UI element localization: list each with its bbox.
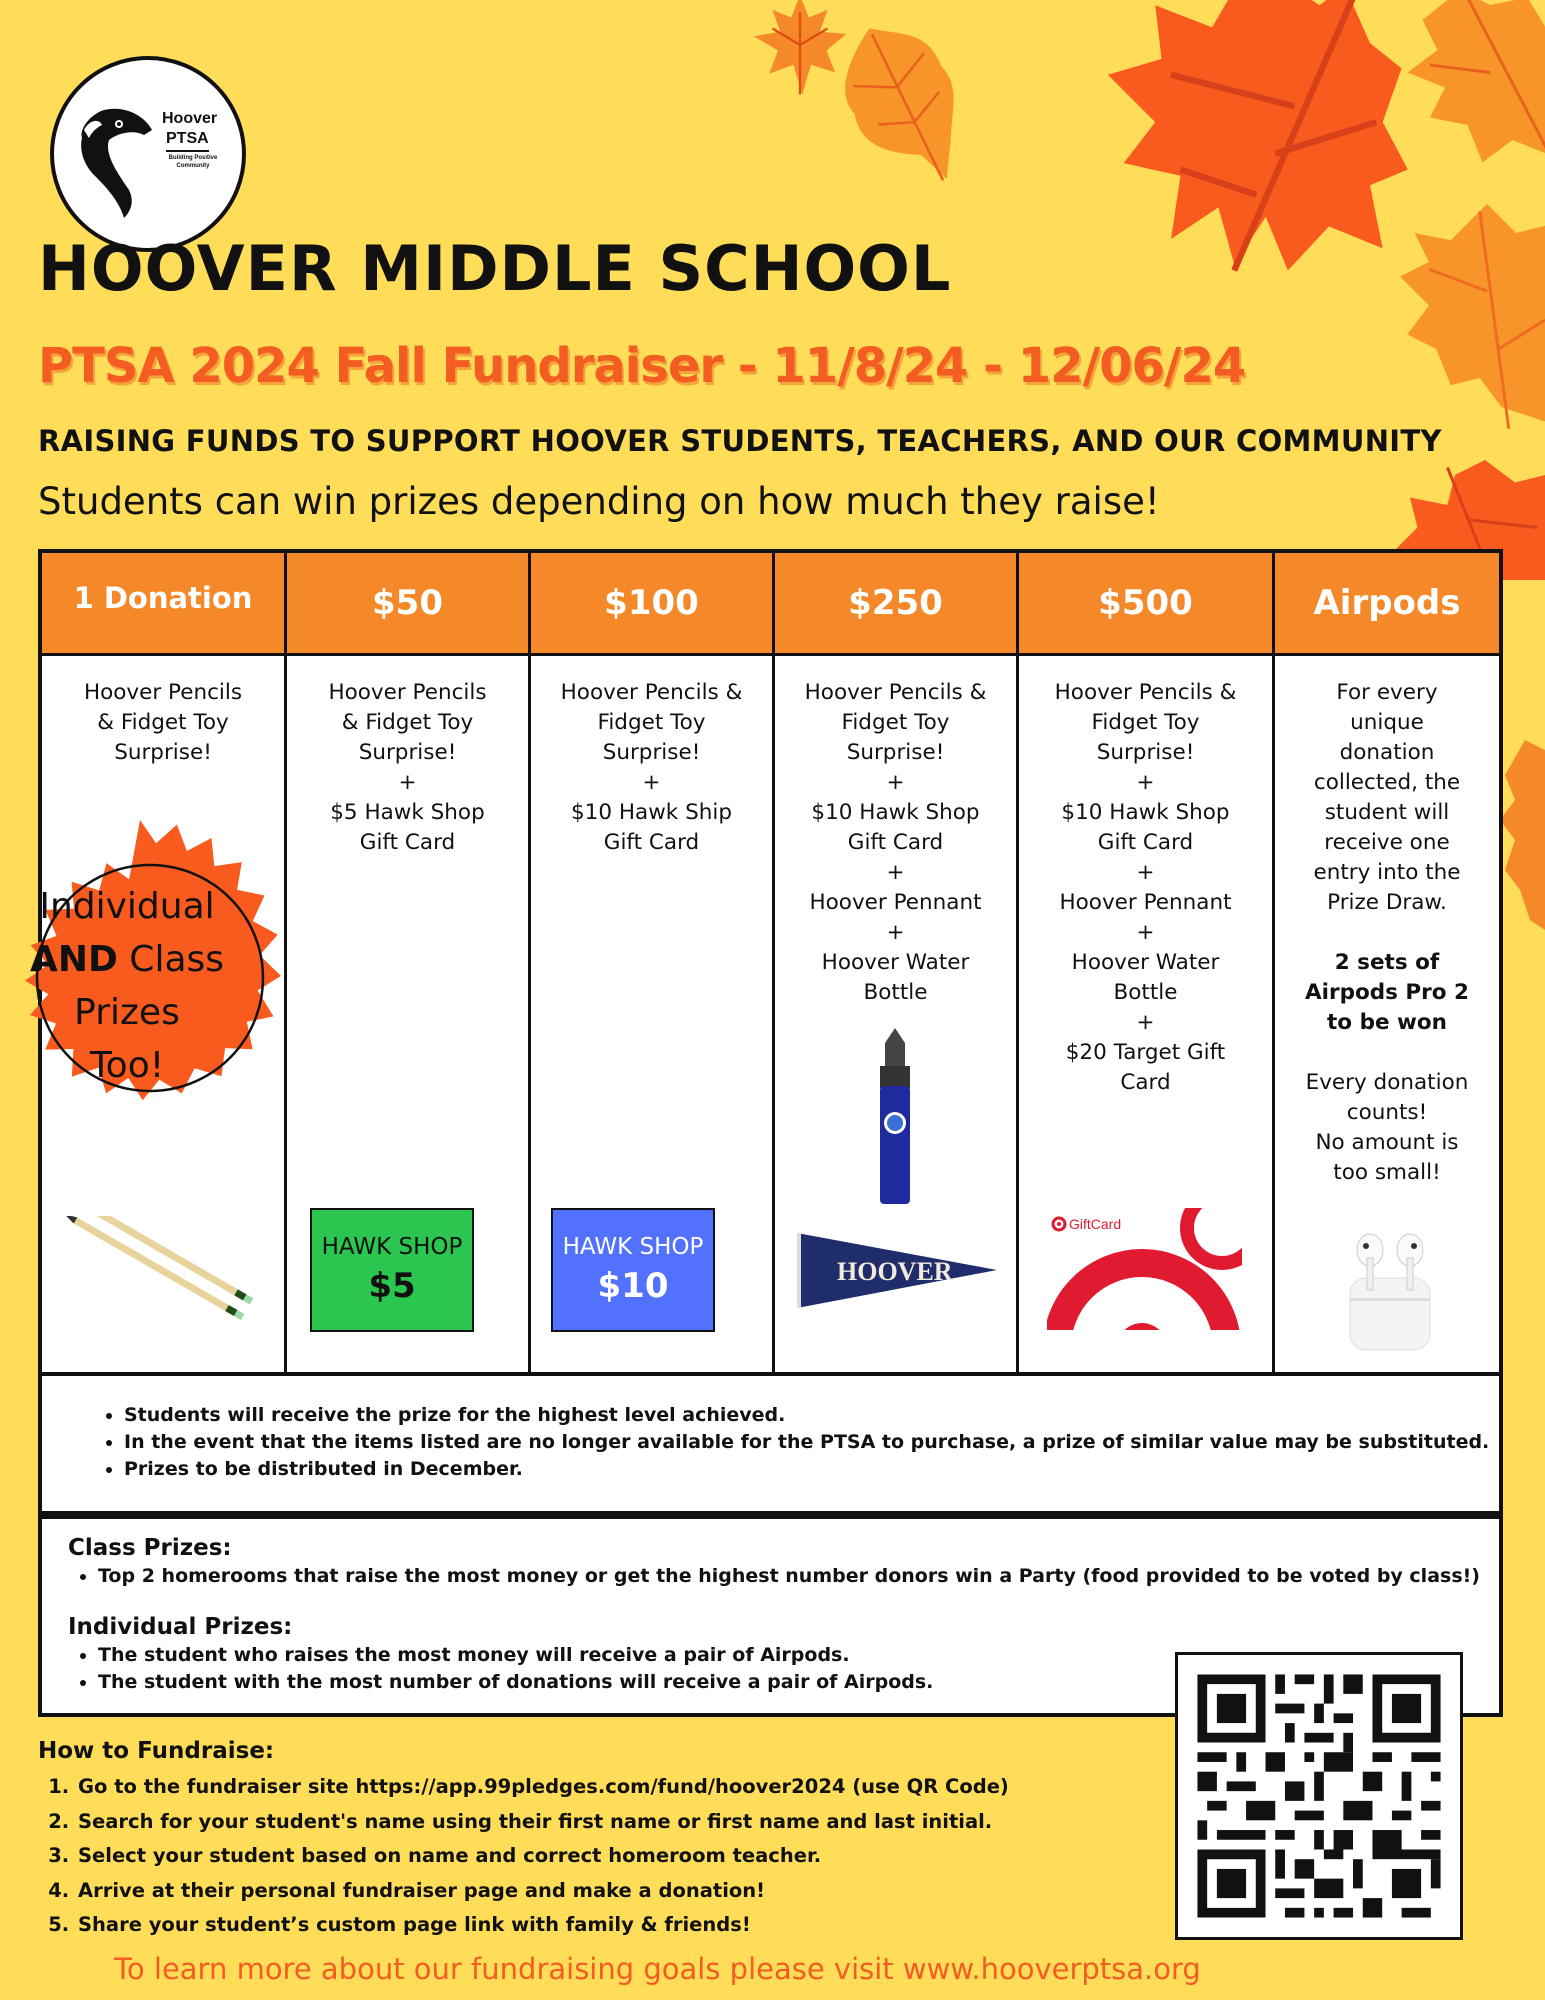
tier-line: Surprise! bbox=[358, 740, 457, 765]
tier-line: & Fidget Toy bbox=[97, 710, 229, 735]
eagle-head-icon bbox=[74, 100, 164, 220]
tier-line: Hoover Water bbox=[821, 950, 970, 975]
logo-tagline: Building Positive Community bbox=[168, 155, 218, 169]
tier-column-airpods bbox=[1275, 553, 1499, 1372]
badge-line: Too! bbox=[89, 1045, 165, 1086]
tier-line: & Fidget Toy bbox=[341, 710, 474, 735]
individual-prizes-heading: Individual Prizes: bbox=[68, 1614, 293, 1640]
how-to-step: 2. Search for your student's name using their first name or first name and last initial. bbox=[76, 1805, 1158, 1840]
qr-code-icon bbox=[1178, 1655, 1460, 1937]
tier-line: + bbox=[398, 770, 417, 795]
pennant-icon bbox=[797, 1233, 997, 1308]
tier-line: Hoover Pencils & bbox=[1054, 680, 1237, 705]
badge-line: Individual bbox=[39, 886, 215, 927]
tier-line: Surprise! bbox=[114, 740, 212, 765]
tier-line: + bbox=[886, 860, 905, 885]
tier-line: Hoover Pencils & bbox=[560, 680, 743, 705]
tier-header: $50 bbox=[287, 553, 528, 656]
tier-header: 1 Donation bbox=[42, 553, 284, 656]
how-to-step: 5. Share your student’s custom page link with family & friends! bbox=[76, 1908, 1158, 1943]
badge-line bbox=[0, 933, 254, 986]
tier-column-50 bbox=[287, 553, 531, 1372]
hawk-shop-5-card bbox=[310, 1208, 474, 1332]
tier-line: + bbox=[886, 770, 905, 795]
airpods-icon bbox=[1340, 1228, 1440, 1353]
tier-line: Gift Card bbox=[359, 830, 456, 855]
tier-line: Hoover Pencils bbox=[328, 680, 487, 705]
prize-notes bbox=[38, 1376, 1503, 1515]
tier-line: + bbox=[1136, 920, 1155, 945]
tier-line: + bbox=[642, 770, 661, 795]
tier-line: receive one bbox=[1324, 830, 1450, 855]
tier-line: Hoover Pennant bbox=[809, 890, 982, 915]
ptsa-logo bbox=[50, 56, 246, 252]
footer-link-text bbox=[0, 1952, 1545, 1986]
tier-line: For every bbox=[1336, 680, 1438, 705]
tier-line: $10 Hawk Shop bbox=[1061, 800, 1230, 825]
individual-prize-item: • The student who raises the most money will receive a pair of Airpods. bbox=[98, 1642, 1499, 1669]
tier-line: $10 Hawk Shop bbox=[811, 800, 980, 825]
tier-line: student will bbox=[1324, 800, 1450, 825]
tier-line: Fidget Toy bbox=[597, 710, 706, 735]
tier-line: + bbox=[886, 920, 905, 945]
maple-leaf-decoration-icon bbox=[1500, 740, 1545, 940]
logo-name: Hoover bbox=[162, 110, 218, 127]
tier-line: Every donation bbox=[1305, 1070, 1469, 1095]
tier-header: $500 bbox=[1019, 553, 1272, 656]
tier-line: donation bbox=[1339, 740, 1435, 765]
tier-header: $250 bbox=[775, 553, 1016, 656]
hawk-shop-10-card bbox=[551, 1208, 715, 1332]
tier-line: Bottle bbox=[1113, 980, 1178, 1005]
tier-description bbox=[1275, 656, 1499, 1188]
individual-prize-item: • The student with the most number of donations will receive a pair of Airpods. bbox=[98, 1669, 1499, 1696]
tier-header: $100 bbox=[531, 553, 772, 656]
tier-column-100 bbox=[531, 553, 775, 1372]
maple-leaf-decoration-icon bbox=[806, 0, 1004, 219]
tier-line: Gift Card bbox=[847, 830, 944, 855]
badge-bold-word: AND bbox=[29, 939, 118, 980]
tier-line: No amount is bbox=[1315, 1130, 1459, 1155]
tier-line: too small! bbox=[1333, 1160, 1441, 1185]
water-bottle-icon bbox=[870, 1028, 920, 1208]
note-item: • In the event that the items listed are no longer available for the PTSA to purchase, a prize of similar value may be substituted. bbox=[124, 1429, 1499, 1456]
tier-description bbox=[287, 656, 528, 858]
tier-highlight-line: Airpods Pro 2 bbox=[1304, 980, 1470, 1005]
tagline: RAISING FUNDS TO SUPPORT HOOVER STUDENTS, TEACHERS, AND OUR COMMUNITY bbox=[38, 424, 1442, 458]
tier-line: $20 Target Gift bbox=[1065, 1040, 1226, 1065]
maple-leaf-decoration-icon bbox=[1400, 0, 1545, 170]
svg-text:HOOVER: HOOVER bbox=[837, 1257, 953, 1286]
tier-column-250 bbox=[775, 553, 1019, 1372]
footer-text[interactable]: To learn more about our fundraising goals please visit www.hooverptsa.org bbox=[114, 1952, 1201, 1986]
qr-code[interactable] bbox=[1175, 1652, 1463, 1940]
tier-line: + bbox=[1136, 860, 1155, 885]
tier-line: Gift Card bbox=[603, 830, 700, 855]
tier-line: collected, the bbox=[1313, 770, 1461, 795]
class-prize-item: • Top 2 homerooms that raise the most money or get the highest number donors win a Party (food provided to be voted by class!) bbox=[98, 1563, 1499, 1590]
target-gift-card-icon bbox=[1047, 1208, 1242, 1330]
intro-text: Students can win prizes depending on how much they raise! bbox=[38, 480, 1160, 523]
card-title: HAWK SHOP bbox=[321, 1234, 463, 1260]
tier-line: + bbox=[1136, 1010, 1155, 1035]
tier-description bbox=[531, 656, 772, 858]
tier-line: entry into the bbox=[1313, 860, 1461, 885]
tier-line: Bottle bbox=[863, 980, 928, 1005]
tier-line: unique bbox=[1350, 710, 1424, 735]
tier-line: Gift Card bbox=[1097, 830, 1194, 855]
how-to-heading: How to Fundraise: bbox=[38, 1738, 275, 1764]
how-to-step: 4. Arrive at their personal fundraiser page and make a donation! bbox=[76, 1874, 1158, 1909]
tier-highlight-line: 2 sets of bbox=[1334, 950, 1440, 975]
badge-line: Prizes bbox=[74, 992, 180, 1033]
tier-line: $5 Hawk Shop bbox=[330, 800, 485, 825]
note-item: • Prizes to be distributed in December. bbox=[124, 1456, 1499, 1483]
class-prizes-heading: Class Prizes: bbox=[68, 1535, 232, 1561]
how-to-step: 3. Select your student based on name and correct homeroom teacher. bbox=[76, 1839, 1158, 1874]
card-title: HAWK SHOP bbox=[562, 1234, 704, 1260]
tier-line: Hoover Pencils & bbox=[804, 680, 987, 705]
tier-line: counts! bbox=[1346, 1100, 1428, 1125]
tier-line: $10 Hawk Ship bbox=[571, 800, 732, 825]
page-title: HOOVER MIDDLE SCHOOL bbox=[38, 232, 952, 305]
maple-leaf-decoration-icon bbox=[1090, 0, 1410, 280]
tier-line: Surprise! bbox=[602, 740, 701, 765]
tier-description bbox=[775, 656, 1016, 1008]
maple-leaf-decoration-icon bbox=[1400, 200, 1545, 440]
how-to-step[interactable]: 1. Go to the fundraiser site https://app.99pledges.com/fund/hoover2024 (use QR Code) bbox=[76, 1770, 1158, 1805]
tier-line: Hoover Pennant bbox=[1059, 890, 1232, 915]
tier-description bbox=[42, 656, 284, 768]
tier-description bbox=[1019, 656, 1272, 1098]
tier-header: Airpods bbox=[1275, 553, 1499, 656]
how-to-fundraise bbox=[38, 1738, 1158, 1943]
tier-line: Hoover Pencils bbox=[83, 680, 243, 705]
tier-line: Surprise! bbox=[846, 740, 945, 765]
tier-line: Hoover Water bbox=[1071, 950, 1220, 975]
tier-line: Card bbox=[1120, 1070, 1171, 1095]
tier-line: Surprise! bbox=[1096, 740, 1195, 765]
tier-line: Fidget Toy bbox=[1091, 710, 1200, 735]
logo-ptsa: PTSA bbox=[166, 130, 209, 152]
tier-line: Fidget Toy bbox=[841, 710, 950, 735]
badge-text bbox=[0, 880, 254, 1092]
badge-line-rest: Class bbox=[117, 939, 225, 980]
tier-line: Prize Draw. bbox=[1327, 890, 1447, 915]
note-item: • Students will receive the prize for the highest level achieved. bbox=[124, 1402, 1499, 1429]
svg-text:GiftCard: GiftCard bbox=[1069, 1216, 1122, 1232]
card-value: $10 bbox=[597, 1266, 669, 1306]
card-value: $5 bbox=[368, 1266, 416, 1306]
tier-line: + bbox=[1136, 770, 1155, 795]
pencils-icon bbox=[56, 1216, 261, 1326]
tier-highlight-line: to be won bbox=[1327, 1010, 1447, 1035]
fundraiser-subtitle: PTSA 2024 Fall Fundraiser - 11/8/24 - 12/06/24 bbox=[38, 338, 1246, 394]
tier-column-500 bbox=[1019, 553, 1275, 1372]
